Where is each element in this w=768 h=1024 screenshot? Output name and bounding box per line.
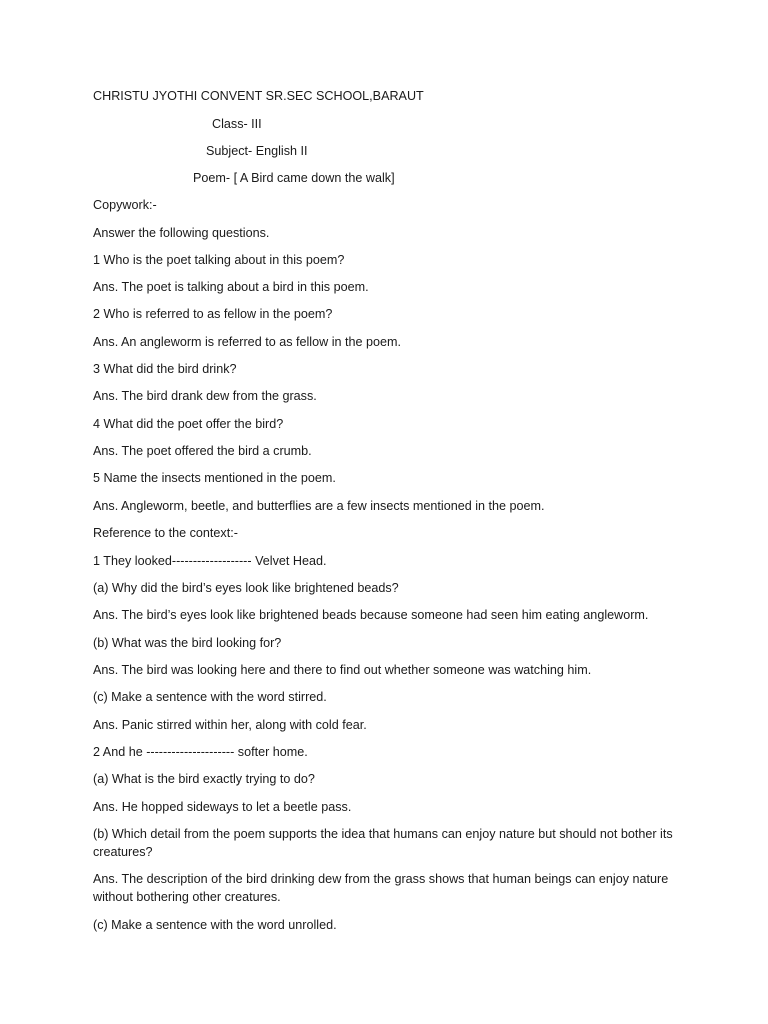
question-3: 3 What did the bird drink?	[93, 362, 237, 376]
ref1-answer-c: Ans. Panic stirred within her, along with cold fear.	[93, 718, 367, 732]
poem-title: Poem- [ A Bird came down the walk]	[193, 171, 395, 185]
ref1-answer-a: Ans. The bird’s eyes look like brightened beads because someone had seen him eating angleworm.	[93, 608, 649, 622]
school-name: CHRISTU JYOTHI CONVENT SR.SEC SCHOOL,BARAUT	[93, 89, 424, 103]
ref1-question-c: (c) Make a sentence with the word stirred.	[93, 690, 327, 704]
question-1: 1 Who is the poet talking about in this poem?	[93, 253, 345, 267]
ref1-question-b: (b) What was the bird looking for?	[93, 636, 282, 650]
ref2-question-a: (a) What is the bird exactly trying to do?	[93, 772, 315, 786]
answer-1: Ans. The poet is talking about a bird in this poem.	[93, 280, 369, 294]
ref2-answer-b: Ans. The description of the bird drinking dew from the grass shows that human beings can enjoy nature without bothering other creatures.	[93, 872, 669, 904]
instruction-text: Answer the following questions.	[93, 226, 270, 240]
subject-label: Subject- English II	[206, 144, 308, 158]
ref1-answer-b: Ans. The bird was looking here and there to find out whether someone was watching him.	[93, 663, 592, 677]
ref1-question-a: (a) Why did the bird’s eyes look like brightened beads?	[93, 581, 399, 595]
answer-3: Ans. The bird drank dew from the grass.	[93, 389, 317, 403]
ref2-question-b: (b) Which detail from the poem supports the idea that humans can enjoy nature but should not bother its creatures?	[93, 827, 673, 859]
answer-5: Ans. Angleworm, beetle, and butterflies are a few insects mentioned in the poem.	[93, 499, 545, 513]
reference-heading: Reference to the context:-	[93, 526, 238, 540]
answer-2: Ans. An angleworm is referred to as fellow in the poem.	[93, 335, 401, 349]
question-5: 5 Name the insects mentioned in the poem.	[93, 471, 336, 485]
extract-2: 2 And he --------------------- softer home.	[93, 745, 308, 759]
ref2-answer-a: Ans. He hopped sideways to let a beetle pass.	[93, 800, 352, 814]
question-4: 4 What did the poet offer the bird?	[93, 417, 284, 431]
copywork-heading: Copywork:-	[93, 198, 157, 212]
extract-1: 1 They looked------------------- Velvet Head.	[93, 554, 327, 568]
answer-4: Ans. The poet offered the bird a crumb.	[93, 444, 312, 458]
ref2-question-c: (c) Make a sentence with the word unrolled.	[93, 918, 337, 932]
question-2: 2 Who is referred to as fellow in the poem?	[93, 307, 333, 321]
class-label: Class- III	[212, 117, 262, 131]
